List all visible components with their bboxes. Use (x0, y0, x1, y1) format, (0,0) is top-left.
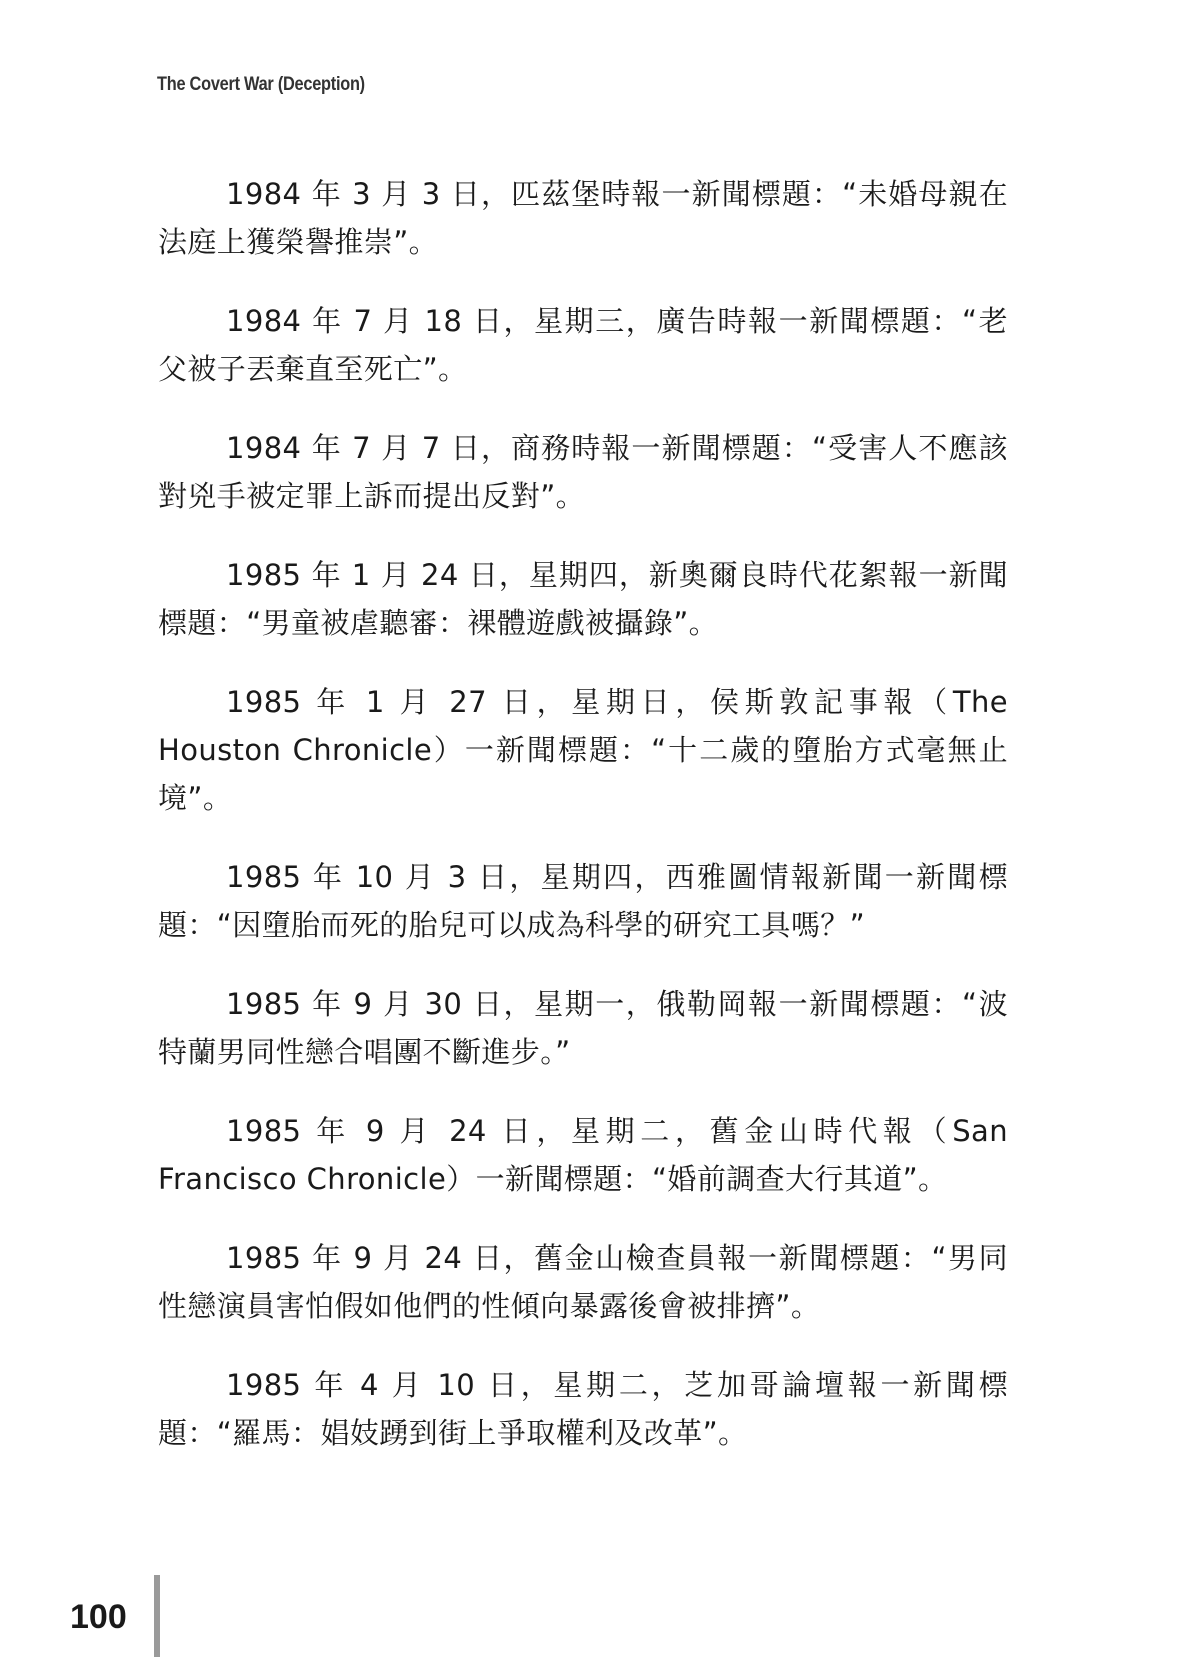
headline-entry: 1985 年 1 月 27 日，星期日，侯斯敦記事報（The Houston Chronicle）一新聞標題：“十二歲的墮胎方式毫無止境”。 (158, 685, 1008, 815)
headline-entry: 1985 年 10 月 3 日，星期四，西雅圖情報新聞一新聞標題：“因墮胎而死的胎兒可以成為科學的研究工具嗎？” (158, 860, 1008, 942)
headline-entry: 1985 年 4 月 10 日，星期二，芝加哥論壇報一新聞標題：“羅馬：娼妓踴到街上爭取權利及改革”。 (158, 1368, 1008, 1450)
headline-entry: 1985 年 9 月 24 日，星期二，舊金山時代報（San Francisco Chronicle）一新聞標題：“婚前調查大行其道”。 (158, 1114, 1008, 1196)
headline-entry: 1985 年 1 月 24 日，星期四，新奧爾良時代花絮報一新聞標題：“男童被虐聽審：裸體遊戲被攝錄”。 (158, 558, 1008, 640)
body-text (158, 170, 1008, 1488)
headline-entry: 1984 年 7 月 7 日，商務時報一新聞標題：“受害人不應該對兇手被定罪上訴而提出反對”。 (158, 431, 1008, 513)
running-head: The Covert War (Deception) (157, 74, 365, 95)
headline-entry: 1984 年 7 月 18 日，星期三，廣告時報一新聞標題：“老父被子丟棄直至死亡”。 (158, 304, 1008, 386)
headline-entry: 1984 年 3 月 3 日，匹茲堡時報一新聞標題：“未婚母親在法庭上獲榮譽推崇”。 (158, 177, 1008, 259)
headline-entry: 1985 年 9 月 24 日，舊金山檢查員報一新聞標題：“男同性戀演員害怕假如他們的性傾向暴露後會被排擠”。 (158, 1241, 1008, 1323)
page-number-divider (154, 1575, 160, 1657)
page-number: 100 (70, 1598, 127, 1636)
headline-entry: 1985 年 9 月 30 日，星期一，俄勒岡報一新聞標題：“波特蘭男同性戀合唱團不斷進步。” (158, 987, 1008, 1069)
